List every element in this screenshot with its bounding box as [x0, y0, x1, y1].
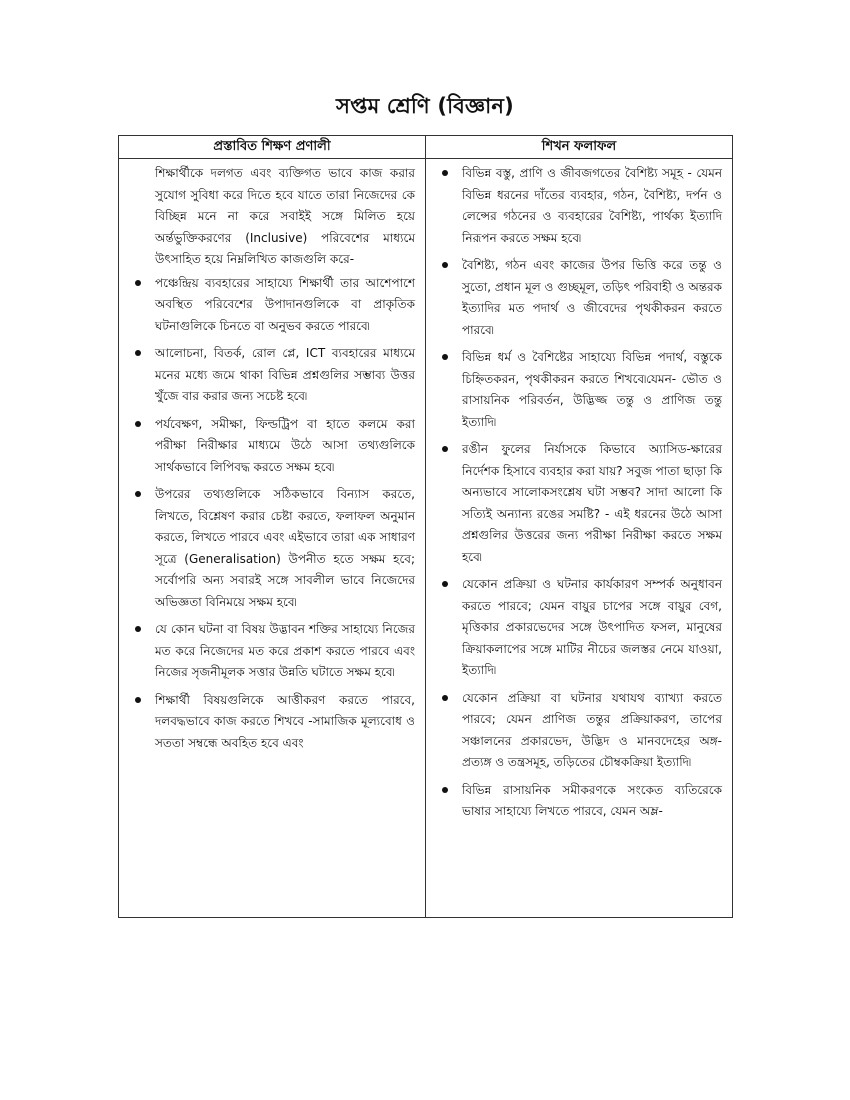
list-item-text: যে কোন ঘটনা বা বিষয় উদ্ভাবন শক্তির সাহায্যে নিজের মত করে নিজেদের মত করে প্রকাশ করতে পারবে এবং নিজের সৃজনীমূলক সত্তার উন্নতি ঘটাতে সক্ষম হবে৷ — [155, 622, 415, 679]
list-item — [135, 273, 415, 338]
bullet-icon — [442, 581, 448, 587]
bullet-icon — [135, 697, 141, 703]
list-item — [135, 619, 415, 684]
list-item-text: বিভিন্ন বস্তু, প্রাণি ও জীবজগতের বৈশিষ্ট্য সমূহ - যেমন বিভিন্ন ধরনের দাঁতের ব্যবহার, গঠন, বৈশিষ্ট্য, দর্পন ও লেন্সের গঠনের ও ব্যবহারের বৈশিষ্ট্য, পার্থক্য ইত্যাদি নিরূপন করতে সক্ষম হবে৷ — [462, 166, 722, 245]
teaching-method-cell — [119, 159, 426, 918]
bullet-icon — [442, 695, 448, 701]
header-teaching-method: প্রস্তাবিত শিক্ষণ প্রণালী — [119, 136, 426, 159]
list-item-text: পর্যবেক্ষণ, সমীক্ষা, ফিল্ডট্রিপ বা হাতে কলমে করা পরীক্ষা নিরীক্ষার মাধ্যমে উঠে আসা তথ্যগুলিকে সার্থকভাবে লিপিবদ্ধ করতে সক্ষম হবে৷ — [155, 416, 415, 474]
list-item — [442, 255, 722, 341]
list-item — [442, 347, 722, 433]
list-item-text: উপরের তথ্যগুলিকে সঠিকভাবে বিন্যাস করতে, লিখতে, বিশ্লেষণ করার চেষ্টা করতে, ফলাফল অনুমান করতে, লিখতে পারবে এবং এইভাবে তারা এক সাধারণ সূত্রে (Generalisation) উপনীত হতে সক্ষম হবে; সর্বোপরি অন্য সবারই সঙ্গে সাবলীল ভাবে নিজেদের অভিজ্ঞতা বিনিময়ে সক্ষম হবে৷ — [155, 487, 415, 609]
teaching-method-intro: শিক্ষার্থীকে দলগত এবং ব্যক্তিগত ভাবে কাজ করার সুযোগ সুবিধা করে দিতে হবে যাতে তারা নিজেদের কে বিচ্ছিন্ন মনে না করে সবাইই সঙ্গে মিলিত হয়ে অর্ন্তভুক্তিকরণের (Inclusive) পরিবেশের মাধ্যমে উৎসাহিত হয়ে নিম্নলিখিত কাজগুলি করে- — [155, 166, 415, 266]
bullet-icon — [135, 421, 141, 427]
list-item-text: আলোচনা, বিতর্ক, রোল প্লে, ICT ব্যবহারের মাধ্যমে মনের মধ্যে জমে থাকা বিভিন্ন প্রশ্নগুলির সম্ভাব্য উত্তর খুঁজে বার করার জন্য সচেষ্ট হবে৷ — [155, 346, 415, 403]
list-item-text: পঞ্চেন্দ্রিয় ব্যবহারের সাহায্যে শিক্ষার্থী তার আশেপাশে অবস্থিত পরিবেশের উপাদানগুলিকে বা প্রাকৃতিক ঘটনাগুলিকে চিনতে বা অনুভব করতে পারবে৷ — [155, 275, 415, 333]
learning-outcome-list — [442, 163, 722, 823]
list-item — [135, 343, 415, 408]
bullet-icon — [135, 280, 141, 286]
list-item-text: রঙীন ফুলের নির্যাসকে কিভাবে অ্যাসিড-ক্ষারের নির্দেশক হিসাবে ব্যবহার করা যায়? সবুজ পাতা ছাড়া কি অন্যভাবে সালোকসংশ্লেষ ঘটা সম্ভব? সাদা আলো কি সত্যিই অন্যান্য রঙের সমষ্টি? - এই ধরনের উঠে আসা প্রশ্নগুলির উত্তরের জন্য পরীক্ষা নিরীক্ষা করতে সক্ষম হবে৷ — [462, 442, 722, 564]
list-item-text: যেকোন প্রক্রিয়া বা ঘটনার যথাযথ ব্যাখ্যা করতে পারবে; যেমন প্রাণিজ তন্তুর প্রক্রিয়াকরণ, তাপের সঞ্চালনের প্রকারভেদ, উদ্ভিদ ও মানবদেহের অঙ্গ-প্রত্যঙ্গ ও তন্ত্রসমূহ, তড়িতের চৌম্বকক্রিয়া ইত্যাদি৷ — [462, 690, 722, 769]
list-item — [442, 688, 722, 774]
header-learning-outcome: শিখন ফলাফল — [426, 136, 733, 159]
list-item — [135, 690, 415, 755]
page-title: সপ্তম শ্রেণি (বিজ্ঞান) — [336, 94, 514, 118]
list-item — [442, 780, 722, 823]
bullet-icon — [135, 350, 141, 356]
list-item — [442, 439, 722, 568]
list-item-text: বিভিন্ন রাসায়নিক সমীকরণকে সংকেত ব্যতিরেকে ভাষার সাহায্যে লিখতে পারবে, যেমন অম্ল- — [462, 782, 722, 818]
bullet-icon — [442, 446, 448, 452]
list-item-text: যেকোন প্রক্রিয়া ও ঘটনার কার্যকারণ সম্পর্ক অনুধাবন করতে পারবে; যেমন বায়ুর চাপের সঙ্গে বায়ুর বেগ, মৃত্তিকার প্রকারভেদের সঙ্গে উৎপাদিত ফসল, মানুষের ক্রিয়াকলাপের সঙ্গে মাটির নীচের জলস্তর নেমে যাওয়া, ইত্যাদি৷ — [462, 577, 722, 677]
bullet-icon — [135, 626, 141, 632]
teaching-method-list — [135, 273, 415, 755]
bullet-icon — [135, 491, 141, 497]
bullet-icon — [442, 354, 448, 360]
list-item-text: শিক্ষার্থী বিষয়গুলিকে আত্তীকরণ করতে পারবে, দলবদ্ধভাবে কাজ করতে শিখবে -সামাজিক মূল্যবোধ ও সততা সম্বন্ধে অবহিত হবে এবং — [155, 692, 415, 750]
table-row — [119, 159, 733, 918]
list-item — [442, 574, 722, 682]
list-item — [135, 414, 415, 479]
list-item-text: বিভিন্ন ধর্ম ও বৈশিষ্টের সাহায্যে বিভিন্ন পদার্থ, বস্তুকে চিহ্নিতকরন, পৃথকীকরন করতে শিখবে৷যেমন- ভৌত ও রাসায়নিক পরিবর্তন, উদ্ভিজ্জ তন্তু ও প্রাণিজ তন্তু ইত্যাদি৷ — [462, 350, 722, 429]
bullet-icon — [442, 262, 448, 268]
learning-outcome-cell — [426, 159, 733, 918]
bullet-icon — [442, 787, 448, 793]
table-header-row — [119, 136, 733, 159]
list-item-text: বৈশিষ্ট্য, গঠন এবং কাজের উপর ভিত্তি করে তন্তু ও সুতো, প্রধান মূল ও গুচ্ছমূল, তড়িৎ পরিবাহী ও অন্তরক ইত্যাদির মত পদার্থ ও জীবেদের পৃথকীকরন করতে পারবে৷ — [462, 258, 722, 337]
bullet-icon — [442, 170, 448, 176]
curriculum-table — [118, 135, 733, 918]
list-item — [442, 163, 722, 249]
list-item — [135, 484, 415, 613]
